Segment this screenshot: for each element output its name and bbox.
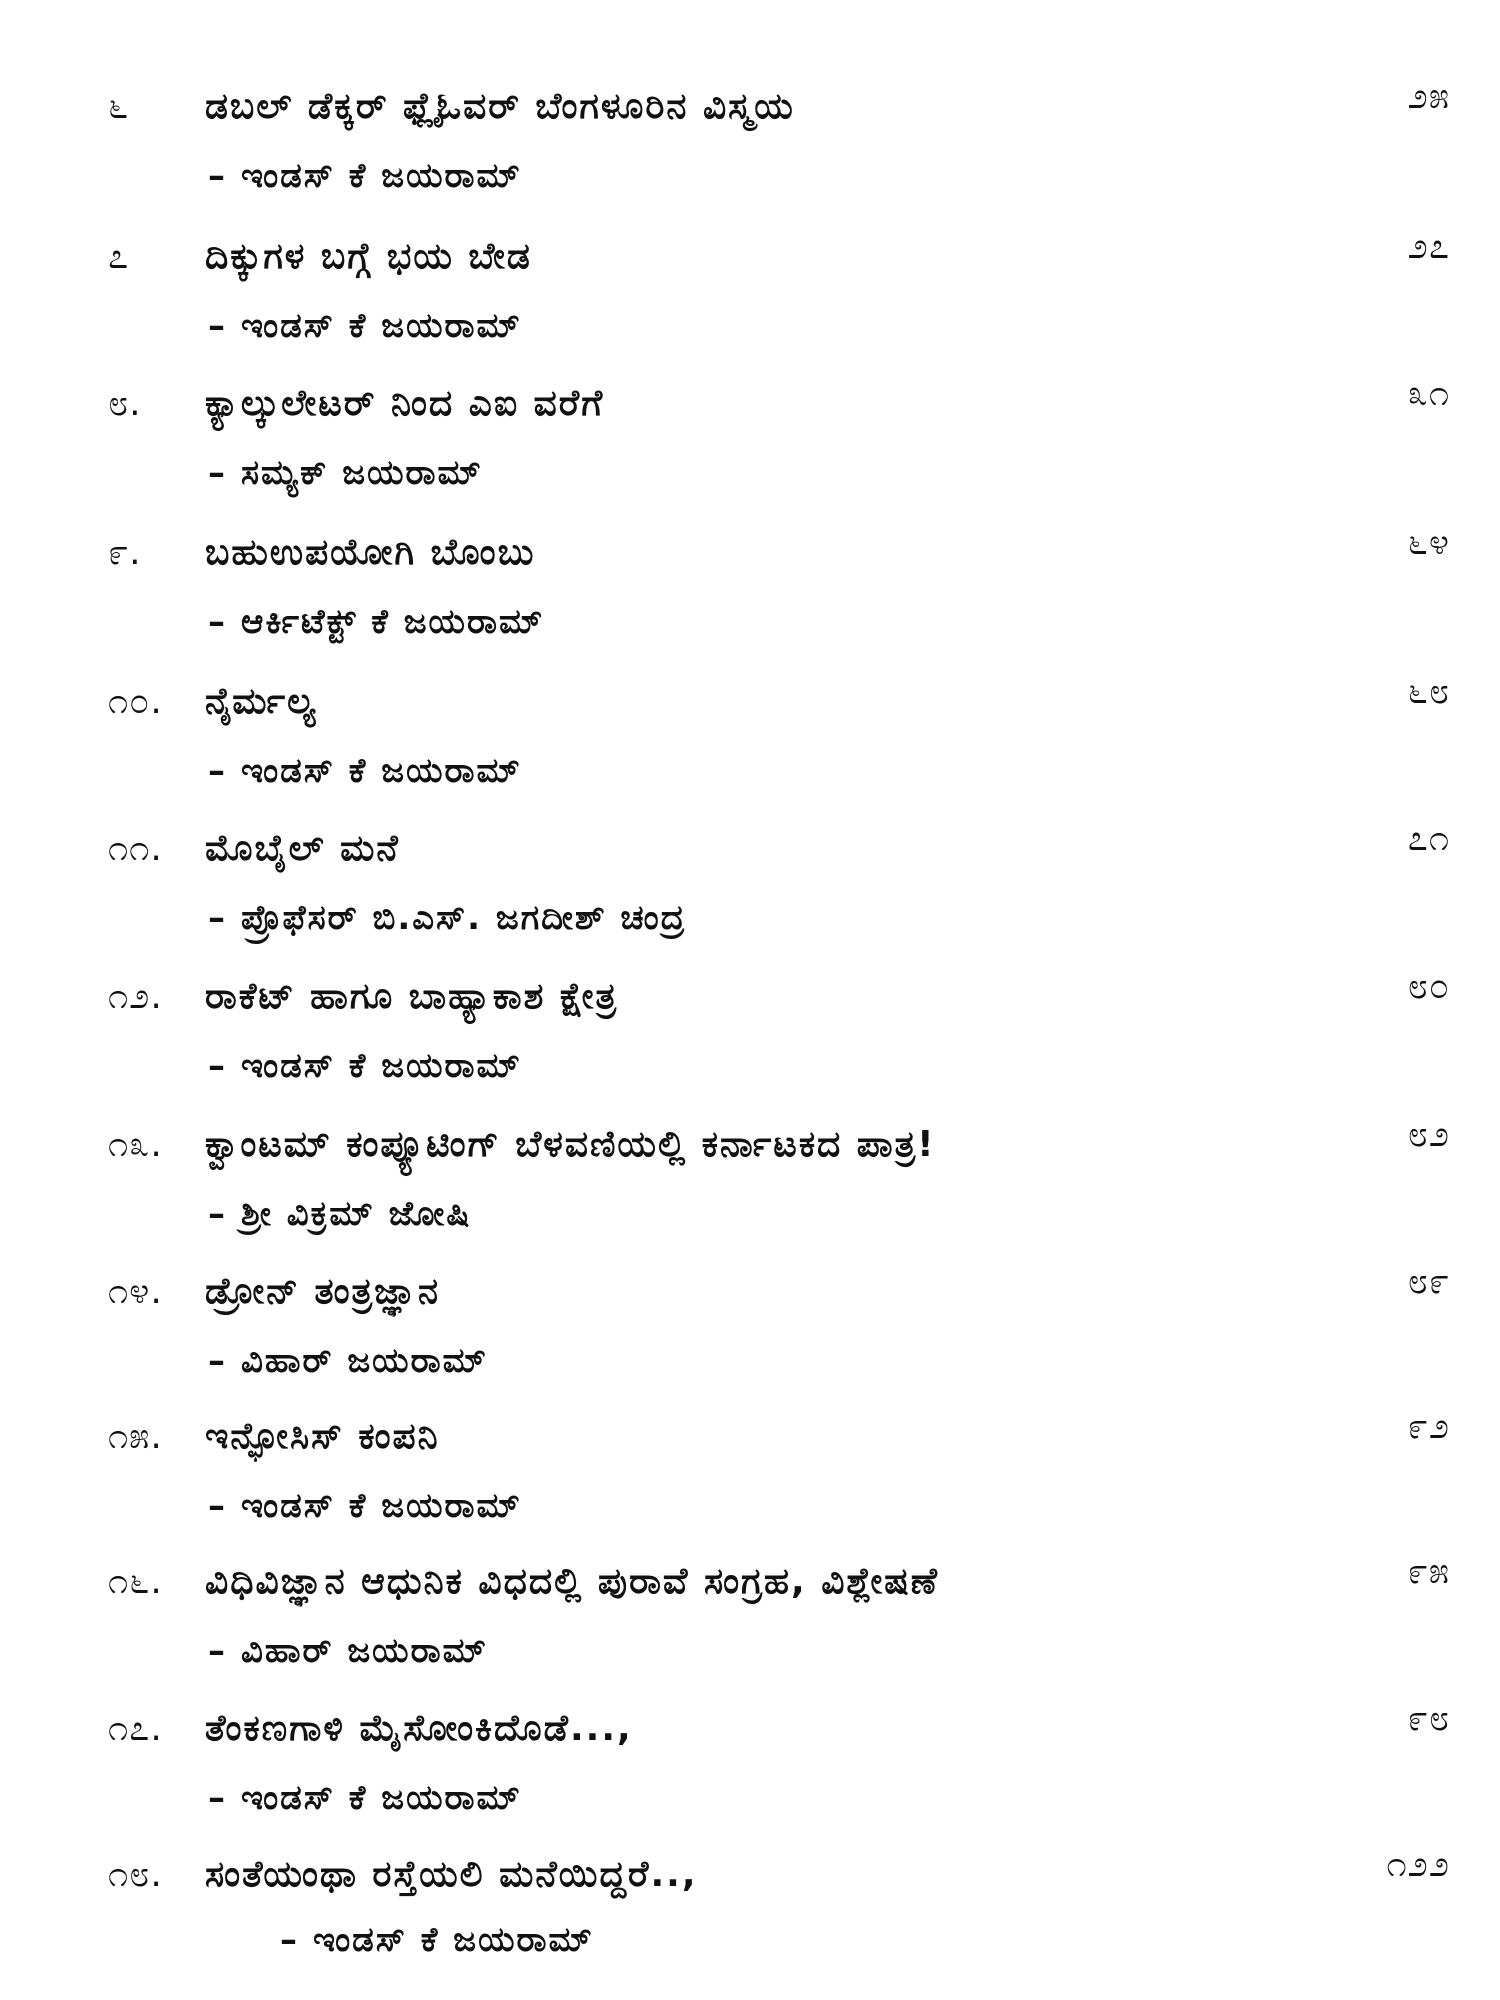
- entry-author: ವಿಹಾರ್ ಜಯರಾಮ್: [241, 1341, 488, 1381]
- entry-author: ಆರ್ಕಿಟೆಕ್ಟ್ ಕೆ ಜಯರಾಮ್: [241, 602, 545, 642]
- entry-number: ೧೮.: [108, 1854, 163, 1895]
- entry-author: ಸಮ್ಯಕ್ ಜಯರಾಮ್: [241, 453, 483, 493]
- author-dash: –: [208, 1046, 227, 1086]
- entry-title: ಮೊಬೈಲ್ ಮನೆ: [205, 828, 400, 869]
- entry-author: ಇಂಡಸ್ ಕೆ ಜಯರಾಮ್: [241, 1778, 522, 1818]
- entry-title: ಕ್ಯಾಲ್ಕುಲೇಟರ್ ನಿಂದ ಎಐ ವರೆಗೆ: [205, 383, 605, 424]
- entry-page-number: ೧೨೨: [1386, 1844, 1450, 1885]
- entry-page-number: ೮೦: [1407, 966, 1450, 1007]
- entry-number: ೧೨.: [108, 976, 163, 1017]
- author-dash: –: [208, 1194, 227, 1234]
- entry-page-number: ೩೧: [1407, 373, 1450, 414]
- author-dash: –: [208, 306, 227, 346]
- entry-page-number: ೯೮: [1407, 1698, 1450, 1739]
- toc-entry: [0, 966, 1500, 1110]
- toc-entry: [0, 522, 1500, 666]
- entry-author: ಇಂಡಸ್ ಕೆ ಜಯರಾಮ್: [313, 1920, 594, 1960]
- entry-number: ೮.: [108, 383, 142, 424]
- toc-entry: [0, 226, 1500, 370]
- entry-title: ರಾಕೆಟ್ ಹಾಗೂ ಬಾಹ್ಯಾಕಾಶ ಕ್ಷೇತ್ರ: [205, 976, 619, 1017]
- author-dash: –: [208, 751, 227, 791]
- author-dash: –: [208, 602, 227, 642]
- entry-title: ಇನ್ಫೋಸಿಸ್ ಕಂಪನಿ: [205, 1416, 440, 1457]
- entry-page-number: ೮೯: [1407, 1261, 1450, 1302]
- author-dash: –: [208, 156, 227, 196]
- toc-entry: [0, 671, 1500, 815]
- entry-author-line: [208, 1625, 1208, 1677]
- author-dash: –: [208, 1341, 227, 1381]
- entry-number: ೧೩.: [108, 1124, 163, 1165]
- entry-title: ಡಬಲ್ ಡೆಕ್ಕರ್ ಫ್ಲೈಓವರ್ ಬೆಂಗಳೂರಿನ ವಿಸ್ಮಯ: [205, 86, 795, 127]
- entry-page-number: ೮೨: [1407, 1114, 1450, 1155]
- author-dash: –: [280, 1920, 299, 1960]
- toc-entry: [0, 1406, 1500, 1550]
- entry-author-line: [208, 447, 1208, 499]
- entry-title: ವಿಧಿವಿಜ್ಞಾನ ಆಧುನಿಕ ವಿಧದಲ್ಲಿ ಪುರಾವೆ ಸಂಗ್ರಹ, ವಿಶ್ಲೇಷಣೆ: [205, 1561, 939, 1602]
- entry-title: ನೈರ್ಮಲ್ಯ: [205, 681, 318, 722]
- toc-entry: [0, 1261, 1500, 1405]
- entry-title: ಕ್ವಾಂಟಮ್ ಕಂಪ್ಯೂಟಿಂಗ್ ಬೆಳವಣಿಯಲ್ಲಿ ಕರ್ನಾಟಕದ ಪಾತ್ರ!: [205, 1124, 936, 1165]
- toc-entry: [0, 76, 1500, 220]
- entry-author: ಇಂಡಸ್ ಕೆ ಜಯರಾಮ್: [241, 751, 522, 791]
- entry-number: ೧೬.: [108, 1561, 163, 1602]
- entry-number: ೧೦.: [108, 681, 163, 722]
- entry-author-line: [208, 1188, 1208, 1240]
- entry-author-line: [208, 892, 1208, 944]
- entry-author-line: [208, 745, 1208, 797]
- entry-number: ೯.: [108, 532, 142, 573]
- author-dash: –: [208, 453, 227, 493]
- entry-number: ೭: [108, 236, 130, 277]
- entry-number: ೧೧.: [108, 828, 163, 869]
- entry-author: ಶ್ರೀ ವಿಕ್ರಮ್ ಜೋಷಿ: [241, 1194, 472, 1234]
- entry-author: ಇಂಡಸ್ ಕೆ ಜಯರಾಮ್: [241, 1486, 522, 1526]
- toc-entry: [0, 1114, 1500, 1258]
- entry-title: ತೆಂಕಣಗಾಳಿ ಮೈಸೋಂಕಿದೊಡೆ...,: [205, 1708, 633, 1749]
- toc-entry: [0, 1844, 1500, 1988]
- entry-page-number: ೯೨: [1407, 1406, 1450, 1447]
- entry-page-number: ೯೫: [1407, 1551, 1450, 1592]
- entry-author: ಇಂಡಸ್ ಕೆ ಜಯರಾಮ್: [241, 156, 522, 196]
- entry-title: ಸಂತೆಯಂಥಾ ರಸ್ತೆಯಲಿ ಮನೆಯಿದ್ದರೆ..,: [205, 1854, 698, 1895]
- entry-author-line: [208, 1480, 1208, 1532]
- entry-page-number: ೭೧: [1407, 818, 1450, 859]
- toc-entry: [0, 373, 1500, 517]
- entry-author-line: [208, 1040, 1208, 1092]
- entry-number: ೬: [108, 86, 130, 127]
- entry-page-number: ೬೮: [1407, 671, 1450, 712]
- entry-page-number: ೨೭: [1407, 226, 1450, 267]
- entry-title: ದಿಕ್ಕುಗಳ ಬಗ್ಗೆ ಭಯ ಬೇಡ: [205, 236, 532, 277]
- entry-number: ೧೪.: [108, 1271, 163, 1312]
- author-dash: –: [208, 1486, 227, 1526]
- toc-entry: [0, 818, 1500, 962]
- entry-title: ಬಹುಉಪಯೋಗಿ ಬೊಂಬು: [205, 532, 536, 573]
- entry-author-line: [208, 150, 1208, 202]
- entry-number: ೧೭.: [108, 1708, 163, 1749]
- entry-author: ಇಂಡಸ್ ಕೆ ಜಯರಾಮ್: [241, 306, 522, 346]
- author-dash: –: [208, 898, 227, 938]
- author-dash: –: [208, 1778, 227, 1818]
- entry-number: ೧೫.: [108, 1416, 163, 1457]
- entry-page-number: ೨೫: [1407, 76, 1450, 117]
- entry-author-line: [280, 1914, 1280, 1966]
- entry-page-number: ೬೪: [1407, 522, 1450, 563]
- entry-author-line: [208, 1772, 1208, 1824]
- entry-title: ಡ್ರೋನ್ ತಂತ್ರಜ್ಞಾನ: [205, 1271, 441, 1312]
- author-dash: –: [208, 1631, 227, 1671]
- entry-author: ಪ್ರೊಫೆಸರ್ ಬಿ.ಎಸ್. ಜಗದೀಶ್ ಚಂದ್ರ: [241, 898, 687, 938]
- entry-author-line: [208, 1335, 1208, 1387]
- entry-author-line: [208, 596, 1208, 648]
- entry-author: ಇಂಡಸ್ ಕೆ ಜಯರಾಮ್: [241, 1046, 522, 1086]
- toc-entry: [0, 1551, 1500, 1695]
- entry-author-line: [208, 300, 1208, 352]
- toc-entry: [0, 1698, 1500, 1842]
- entry-author: ವಿಹಾರ್ ಜಯರಾಮ್: [241, 1631, 488, 1671]
